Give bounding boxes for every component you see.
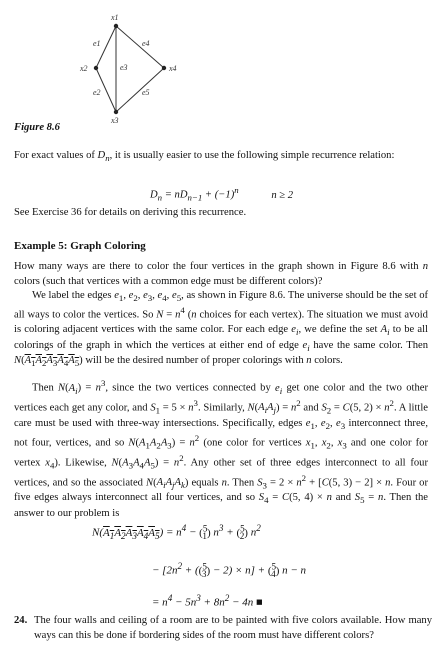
label-x2: x2 — [80, 64, 88, 73]
see-note: See Exercise 36 for details on deriving this recurrence. — [14, 207, 247, 218]
label-e5: e5 — [142, 88, 150, 97]
edge-e5 — [116, 68, 164, 112]
vertex-x3 — [114, 110, 118, 114]
figure-caption: Figure 8.6 — [14, 122, 60, 133]
vertex-x2 — [94, 66, 98, 70]
example-para-2: We label the edges $e_1$, $e_2$, $e_3$, $e_4$, $e_5$, as shown in Figure 8.6. The universe should be the set of all ways to color the vertices. So $N = n^4$ (n choices for each vertex). The situation we must avoid is coloring adjacent vertices with the same color. For each edge $e_i$, we define the set $A_i$ to be all colorings of the graph in which the vertices at either end of edge $e_i$ have the same color. Then $N(A_1A_2A_3A_4A_5)$ will be the desired number of proper colorings with n colors. — [14, 290, 429, 369]
formula-line-2: − $[2n^2 + ((^5_3) - 2) \times n] + (^5_4) n - n$ — [152, 561, 307, 579]
label-x1: x1 — [111, 13, 119, 22]
graph-figure — [60, 8, 210, 128]
intro-text: For exact values of $D_n$, it is usually easier to use the following simple recurrence relation: — [14, 150, 395, 164]
label-x3: x3 — [111, 116, 119, 125]
label-e2: e2 — [93, 88, 101, 97]
exercise-text: The four walls and ceiling of a room are to be painted with five colors available. How many ways can this be done if bordering sides of the room must have different colors? — [34, 615, 432, 641]
exercise-number: 24. — [14, 615, 28, 626]
label-e1: e1 — [93, 39, 101, 48]
example-para-3: Then $N(A_i) = n^3$, since the two vertices connected by $e_i$ get one color and the two other vertices each get any color, and $S_1 = 5 \times n^3$. Similarly, $N(A_iA_j) = n^2$ and $S_2 = C(5$, $2) \times n^2$. A little care must be used with three-way intersections. Specifically, edges $e_1$, $e_2$, $e_3$ interconnect three, not four, vertices, and so $N(A_1A_2A_3) = n^2$ (one color for vertices $x_1$, $x_2$, $x_3$ and one color for vertex $x_4$). Likewise, $N(A_3A_4A_5) = n^2$. Any other set of three edges interconnect to all four vertices, and so the associated $N(A_iA_jA_k)$ equals n. Then $S_3 = 2 \times n^2 + [C(5$, 3) − 2] × n. Four or five edges always interconnect all four vertices, and so $S_4 = C(5$, 4) × n and $S_5 = n$. Then the answer to our problem is — [14, 378, 429, 519]
vertex-x4 — [162, 66, 166, 70]
vertex-x1 — [114, 24, 118, 28]
edge-e4 — [116, 26, 164, 68]
recurrence-condition: n ≥ 2 — [271, 189, 294, 201]
label-x4: x4 — [169, 64, 177, 73]
example-question: How many ways are there to color the four vertices in the graph shown in Figure 8.6 with n colors (such that vertices with a common edge must be different colors)? — [14, 261, 428, 287]
label-e4: e4 — [142, 39, 150, 48]
label-e3: e3 — [120, 63, 128, 72]
formula-line-1: $N(A_1A_2A_3A_4A_5) = n^4 - (^5_1) n^3 + (^5_2)$ $n^2$ — [92, 523, 261, 541]
example-heading: Example 5: Graph Coloring — [14, 240, 146, 252]
formula-line-3: = $n^4 - 5n^3 + 8n^2 - 4n$ ■ — [152, 593, 263, 609]
recurrence-equation: $D_n = nD_{n-1} + (-1)^n$ n ≥ 2 — [150, 185, 294, 203]
